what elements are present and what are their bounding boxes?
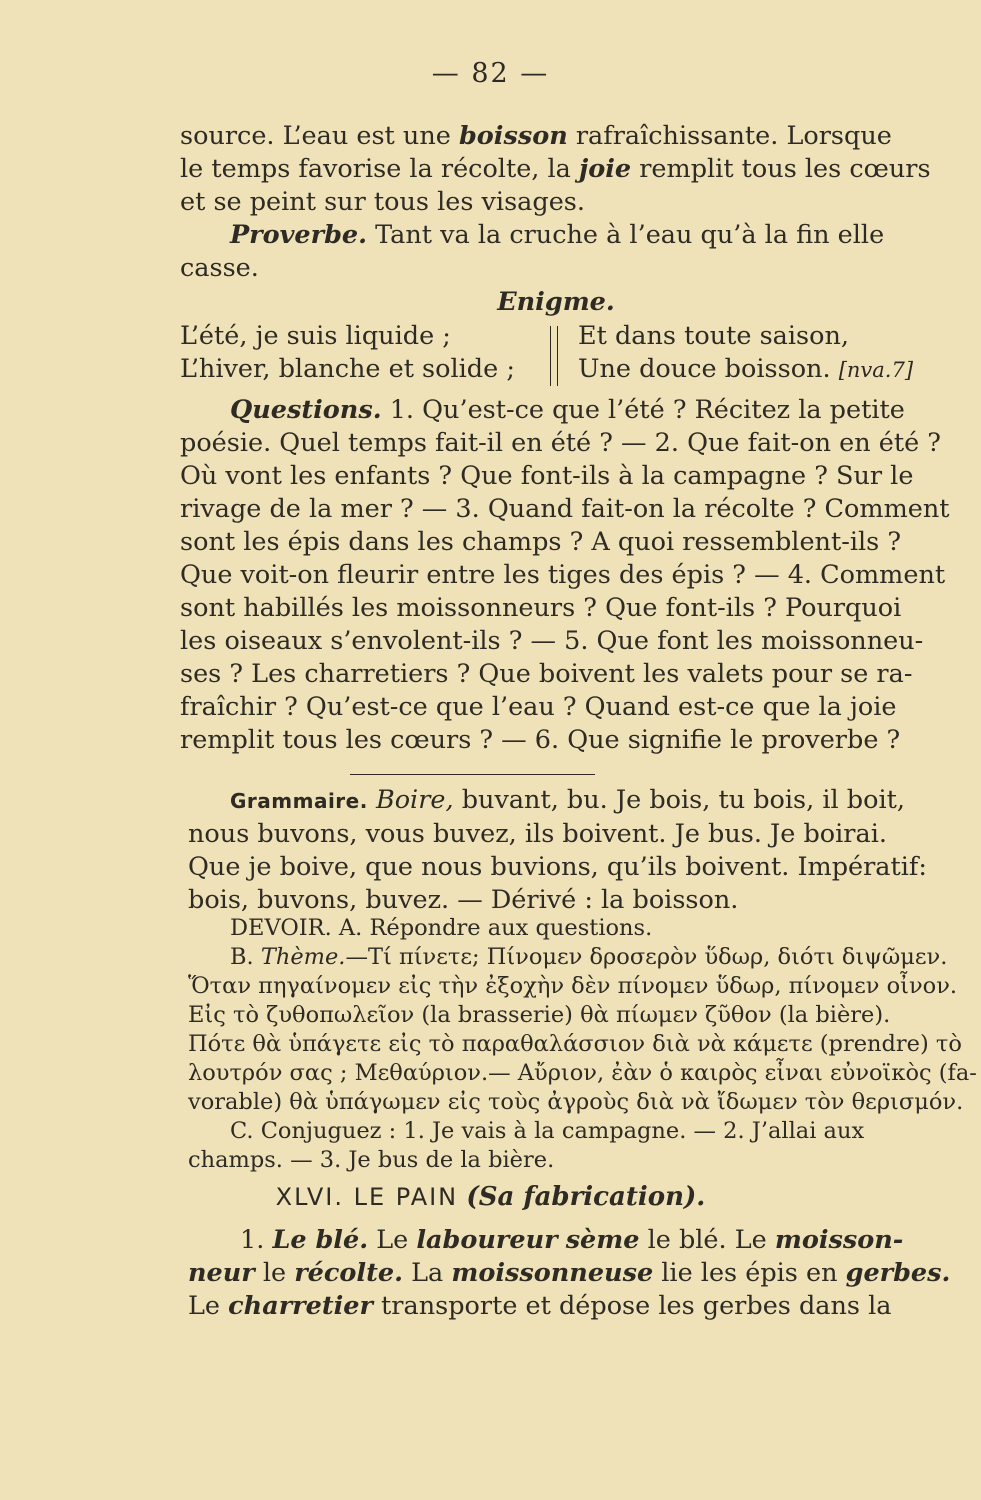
lesson-title: XLVI. LE PAIN (Sa fabrication).: [275, 1182, 706, 1212]
text-line: ses ? Les charretiers ? Que boivent les valets pour se ra-: [180, 659, 913, 689]
lesson-paragraph: [188, 1224, 951, 1323]
text-line: Le charretier transporte et dépose les gerbes dans la: [188, 1291, 892, 1321]
proverb-line: Proverbe. Tant va la cruche à l’eau qu’à la fin elle: [230, 220, 885, 250]
text-line: 1. Le blé. Le laboureur sème le blé. Le moisson-: [240, 1225, 904, 1255]
theme-label: Thème.: [260, 944, 346, 970]
text-line: rivage de la mer ? — 3. Quand fait-on la récolte ? Comment: [180, 494, 950, 524]
greek-line: Ὅταν πηγαίνομεν εἰς τὴν ἐξοχὴν δὲν πίνομεν ὕδωρ, πίνομεν οἶνον.: [188, 973, 958, 999]
proverb-label: Proverbe.: [230, 220, 368, 250]
text-line: champs. — 3. Je bus de la bière.: [188, 1147, 555, 1173]
exercise-b-line: B. Thème.—Τί πίνετε; Πίνομεν δροσερὸν ὕδωρ, διότι διψῶμεν.: [230, 944, 948, 970]
greek-line: vorable) θὰ ὑπάγωμεν εἰς τοὺς ἀγροὺς διὰ νὰ ἴδωμεν τὸν θερισμόν.: [188, 1089, 964, 1115]
exercise-a: DEVOIR. A. Répondre aux questions.: [230, 915, 653, 941]
text-line: fraîchir ? Qu’est-ce que l’eau ? Quand est-ce que la joie: [180, 692, 897, 722]
text-line: Que voit-on fleurir entre les tiges des épis ? — 4. Comment: [180, 560, 946, 590]
enigma-left-column: L’été, je suis liquide ; L’hiver, blanche et solide ;: [180, 321, 515, 384]
enigma-right-column: Et dans toute saison, Une douce boisson. [nva.7]: [578, 321, 914, 384]
text-line: bois, buvons, buvez. — Dérivé : la boisson.: [188, 885, 739, 915]
greek-line: Εἰς τὸ ζυθοπωλεῖον (la brasserie) θὰ πίωμεν ζῦθον (la bière).: [188, 1002, 891, 1028]
greek-line: Πότε θὰ ὑπάγετε εἰς τὸ παραθαλάσσιον διὰ νὰ κάμετε (prendre) τὸ: [188, 1031, 962, 1057]
greek-line: λουτρόν σας ; Μεθαύριον.— Αὔριον, ἐὰν ὁ καιρὸς εἶναι εὐνοϊκὸς (fa-: [188, 1060, 977, 1086]
exercise-c: C. Conjuguez : 1. Je vais à la campagne. — 2. J’allai aux: [230, 1118, 865, 1144]
lesson-subtitle: (Sa fabrication).: [466, 1182, 706, 1212]
text-line: Où vont les enfants ? Que font-ils à la campagne ? Sur le: [180, 461, 914, 491]
text-line: nous buvons, vous buvez, ils boivent. Je bus. Je boirai.: [188, 819, 887, 849]
text-line: Questions. 1. Qu’est-ce que l’été ? Récitez la petite: [230, 395, 905, 425]
section-divider: [350, 774, 595, 775]
questions-section: [180, 394, 950, 757]
text-line: sont les épis dans les champs ? A quoi ressemblent-ils ?: [180, 527, 902, 557]
text-line: Grammaire. Boire, buvant, bu. Je bois, tu bois, il boit,: [230, 785, 905, 815]
grammar-label: Grammaire.: [230, 789, 368, 813]
text-line: le temps favorise la récolte, la joie remplit tous les cœurs: [180, 154, 931, 184]
paragraph-intro: [180, 120, 932, 285]
questions-label: Questions.: [230, 395, 382, 425]
text-line: sont habillés les moissonneurs ? Que font-ils ? Pourquoi: [180, 593, 902, 623]
text-line: casse.: [180, 253, 259, 283]
exercise-section: [188, 914, 977, 1175]
page-number: — 82 —: [431, 58, 550, 89]
handwritten-note: [nva.7]: [838, 358, 914, 382]
grammar-section: [188, 784, 944, 917]
enigma-title: Enigme.: [497, 287, 615, 317]
text-line: source. L’eau est une boisson rafraîchissante. Lorsque: [180, 121, 892, 151]
text-line: remplit tous les cœurs ? — 6. Que signifie le proverbe ?: [180, 725, 901, 755]
text-line: les oiseaux s’envolent-ils ? — 5. Que font les moissonneu-: [180, 626, 924, 656]
text-line: neur le récolte. La moissonneuse lie les épis en gerbes.: [188, 1258, 951, 1288]
text-line: Que je boive, que nous buvions, qu’ils boivent. Impératif:: [188, 852, 927, 882]
text-line: poésie. Quel temps fait-il en été ? — 2. Que fait-on en été ?: [180, 428, 941, 458]
double-rule-divider: [550, 326, 558, 386]
text-line: et se peint sur tous les visages.: [180, 187, 585, 217]
